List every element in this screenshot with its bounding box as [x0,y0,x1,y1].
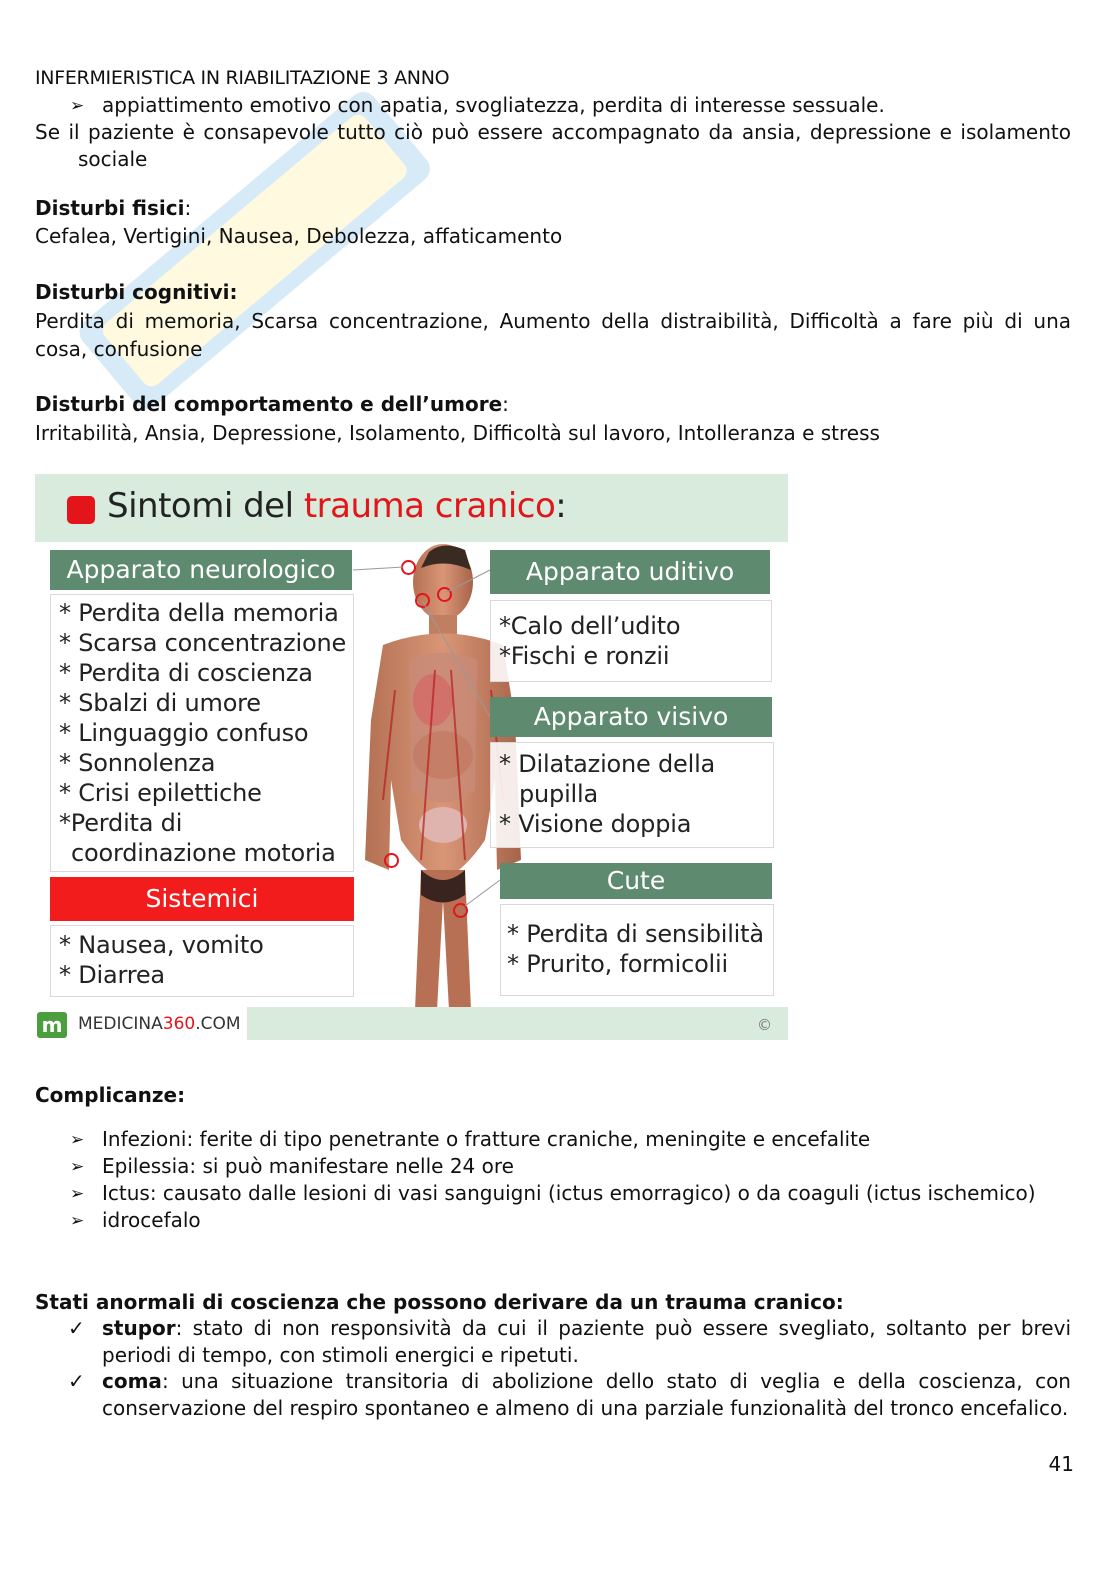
intro-list [102,92,1062,119]
complicanza-item: ➢ Infezioni: ferite di tipo penetrante o fratture craniche, meningite e encefalite [102,1126,1071,1153]
neuro-item: * Linguaggio confuso [59,719,309,747]
intro-bullet: ➢ appiattimento emotivo con apatia, svogliatezza, perdita di interesse sessuale. [102,92,1062,119]
visivo-item: * Dilatazione della [499,750,716,778]
uditivo-item: *Fischi e ronzii [499,642,670,670]
neuro-item: * Perdita di coscienza [59,659,313,687]
stato-item-stupor: ✓ stupor: stato di non responsività da cui il paziente può essere svegliato, soltanto per brevi periodi di tempo, con stimoli energici e ripetuti. [102,1315,1071,1368]
neuro-item: * Crisi epilettiche [59,779,262,807]
complicanza-item: ➢ Epilessia: si può manifestare nelle 24 ore [102,1153,1071,1180]
intro-paragraph: Se il paziente è consapevole tutto ciò può essere accompagnato da ansia, depressione e isolamento sociale [35,120,1071,171]
visivo-item: pupilla [519,780,598,808]
section-comportamento-title: Disturbi del comportamento e dell’umore: [35,392,509,416]
cute-header: Cute [500,863,772,899]
copyright-symbol: © [757,1016,772,1034]
page-number: 41 [1048,1452,1074,1476]
neuro-item: coordinazione motoria [71,839,336,867]
neuro-header: Apparato neurologico [50,550,352,590]
section-cognitivi-text: Perdita di memoria, Scarsa concentrazione, Aumento della distraibilità, Difficoltà a fare più di una cosa, confusione [35,309,1071,361]
infographic-title: Sintomi del trauma cranico: [107,486,567,526]
visivo-box [490,742,774,848]
uditivo-item: *Calo dell’udito [499,612,681,640]
stato-item-coma: ✓ coma: una situazione transitoria di abolizione dello stato di veglia e della coscienza, con conservazione del respiro spontaneo e almeno di una parziale funzionalità del tronco encefalico. [102,1368,1071,1421]
neuro-box [50,594,354,872]
section-fisici-text: Cefalea, Vertigini, Nausea, Debolezza, affaticamento [35,224,563,248]
uditivo-header: Apparato uditivo [490,550,770,594]
document-header: INFERMIERISTICA IN RIABILITAZIONE 3 ANNO [35,67,450,89]
complicanze-title: Complicanze: [35,1083,186,1107]
section-comportamento-text: Irritabilità, Ansia, Depressione, Isolamento, Difficoltà sul lavoro, Intolleranza e stress [35,421,880,445]
stati-title: Stati anormali di coscienza che possono derivare da un trauma cranico: [35,1290,844,1314]
section-cognitivi-title: Disturbi cognitivi: [35,280,238,304]
complicanza-item: ➢ Ictus: causato dalle lesioni di vasi sanguigni (ictus emorragico) o da coaguli (ictus ischemico) [102,1180,1071,1207]
infographic [35,474,788,1040]
sistemici-header: Sistemici [50,877,354,921]
section-fisici-title: Disturbi fisici: [35,196,192,220]
medicina360-logo-icon: m [37,1012,67,1038]
neuro-item: * Perdita della memoria [59,599,339,627]
sistemici-item: * Nausea, vomito [59,931,264,959]
neuro-item: * Sonnolenza [59,749,216,777]
neuro-item: *Perdita di [59,809,183,837]
uditivo-box [490,600,772,682]
visivo-item: * Visione doppia [499,810,692,838]
visivo-header: Apparato visivo [490,697,772,737]
sistemici-item: * Diarrea [59,961,165,989]
neuro-item: * Sbalzi di umore [59,689,261,717]
complicanza-item: ➢ idrocefalo [102,1207,1071,1234]
medicina360-logo-text: MEDICINA360.COM [78,1014,241,1034]
complicanze-list [102,1126,1071,1234]
stati-list [102,1315,1071,1421]
cute-item: * Perdita di sensibilità [507,920,764,948]
cute-box [500,904,774,996]
neuro-item: * Scarsa concentrazione [59,629,347,657]
cute-item: * Prurito, formicolii [507,950,728,978]
sistemici-box [50,925,354,997]
